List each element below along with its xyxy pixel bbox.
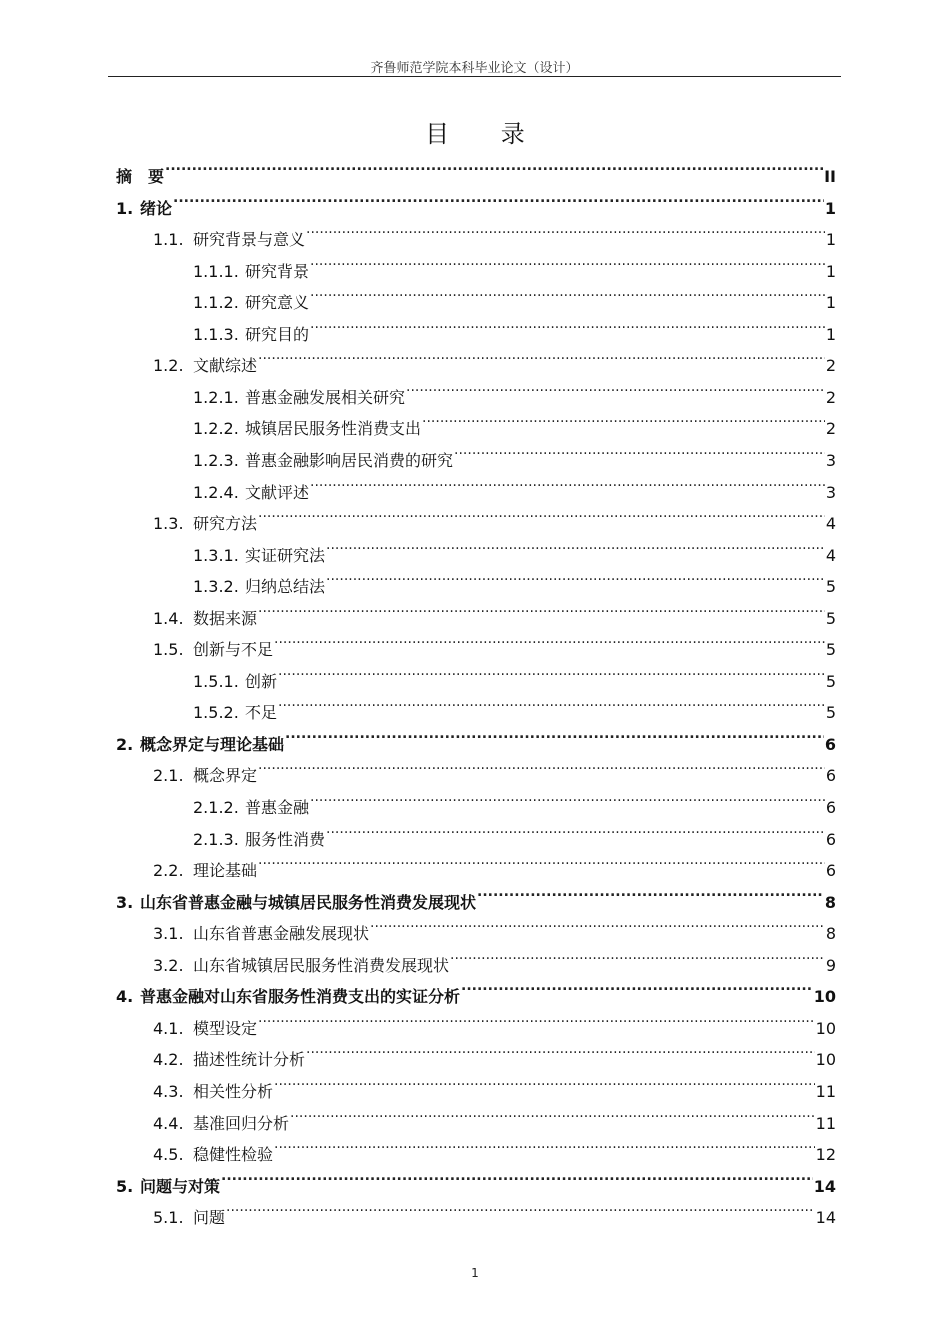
toc-entry[interactable] [153,213,836,250]
toc-entry-label: 相关性分析 [193,1081,274,1101]
toc-entry-label: 创新与不足 [193,640,274,660]
toc-entry-number: 1. [116,198,134,218]
toc-dot-leader [258,339,825,371]
toc-entry[interactable] [116,1160,836,1196]
toc-entry-page: 1 [825,261,836,281]
toc-dot-leader [226,1191,815,1223]
toc-entry-page: 8 [824,892,836,912]
toc-entry-number: 1.2.1. [193,387,239,407]
toc-entry-page: 4 [825,514,836,534]
toc-entry-label: 问题 [193,1208,226,1228]
toc-entry-number: 4. [116,987,134,1007]
toc-dot-leader [450,939,825,971]
toc-entry-label: 创新 [245,671,278,691]
toc-dot-leader [221,1160,813,1192]
toc-dot-leader [278,686,825,718]
toc-dot-leader [310,466,825,498]
toc-entry-label: 城镇居民服务性消费支出 [245,419,422,439]
toc-entry[interactable] [193,308,836,344]
running-header: 齐鲁师范学院本科毕业论文（设计） [370,61,579,76]
toc-dot-leader [310,245,825,277]
toc-entry-number: 1.4. [153,608,184,628]
toc-entry[interactable] [116,876,836,912]
toc-dot-leader [258,592,825,624]
toc-dot-leader [274,1128,815,1160]
toc-entry-page: 2 [825,419,836,439]
toc-entry[interactable] [116,970,836,1007]
toc-entry-number: 5. [116,1176,134,1196]
toc-entry[interactable] [193,655,836,691]
toc-entry-page: 5 [825,703,836,723]
toc-entry-label: 服务性消费 [245,829,326,849]
toc-dot-leader [290,1097,815,1129]
toc-dot-leader [306,213,825,245]
toc-entry[interactable] [153,592,836,628]
toc-entry-page: 2 [825,356,836,376]
toc-entry-page: 6 [825,766,836,786]
toc-entry-page: 12 [815,1145,836,1165]
toc-dot-leader [310,781,825,813]
toc-entry-label: 概念界定 [193,766,258,786]
toc-entry-label: 问题与对策 [140,1176,221,1196]
toc-entry-label: 稳健性检验 [193,1145,274,1165]
toc-entry-number: 1.5.2. [193,703,239,723]
toc-entry-page: 5 [825,608,836,628]
toc-entry[interactable] [153,1065,836,1101]
toc-entry-number: 2.1. [153,766,184,786]
toc-entry[interactable] [193,434,836,470]
toc-entry-page: 6 [824,734,836,754]
toc-dot-leader [258,497,825,529]
toc-entry-page: 1 [824,198,836,218]
toc-entry-number: 5.1. [153,1208,184,1228]
toc-entry-number: 4.1. [153,1018,184,1038]
page-number: 1 [471,1266,479,1280]
toc-entry[interactable] [153,497,836,534]
toc-entry-number: 1.5. [153,640,184,660]
toc-dot-leader [285,718,824,750]
toc-entry-page: 5 [825,671,836,691]
toc-entry[interactable] [193,466,836,502]
page-title: 目 录 [425,120,547,148]
toc-entry-number: 4.2. [153,1050,184,1070]
toc-entry-page: 14 [815,1208,836,1228]
toc-entry-number: 1.2.2. [193,419,239,439]
header-rule [108,76,841,77]
toc-entry-number: 4.5. [153,1145,184,1165]
toc-entry-page: 4 [825,545,836,565]
toc-entry[interactable] [153,1002,836,1038]
toc-entry-page: 10 [815,1018,836,1038]
toc-entry-number: 1.1. [153,230,184,250]
toc-dot-leader [310,276,825,308]
toc-entry-page: 10 [815,1050,836,1070]
toc-entry[interactable] [193,813,836,849]
toc-entry-page: 2 [825,387,836,407]
toc-dot-leader [258,749,825,781]
toc-entry-number: 1.1.3. [193,324,239,344]
toc-entry[interactable] [193,245,836,281]
toc-entry-label: 山东省普惠金融与城镇居民服务性消费发展现状 [140,892,477,912]
toc-entry[interactable] [153,339,836,376]
toc-entry-number: 1.1.2. [193,293,239,313]
toc-entry-number: 2.1.3. [193,829,239,849]
toc-dot-leader [258,844,825,876]
toc-entry-label: 研究目的 [245,324,310,344]
toc-entry-page: 10 [813,987,836,1007]
toc-dot-leader [406,371,825,403]
toc-dot-leader [165,150,823,182]
toc-entry-label: 概念界定与理论基础 [140,734,285,754]
toc-entry[interactable] [153,1128,836,1165]
toc-dot-leader [326,529,825,561]
toc-entry[interactable] [153,907,836,944]
toc-entry-label: 理论基础 [193,861,258,881]
toc-dot-leader [274,1065,815,1097]
toc-entry-page: 1 [825,230,836,250]
toc-entry[interactable] [116,150,836,186]
toc-entry-label: 数据来源 [193,608,258,628]
toc-dot-leader [326,560,825,592]
toc-entry-number: 2.1.2. [193,798,239,817]
toc-entry-label: 摘 要 [116,167,165,186]
toc-dot-leader [461,970,813,1002]
toc-entry-number: 3.2. [153,955,184,975]
toc-entry-label: 实证研究法 [245,545,326,565]
toc-entry-page: 6 [825,798,836,817]
toc-entry-number: 2. [116,734,134,754]
toc-entry-label: 普惠金融影响居民消费的研究 [245,450,454,470]
toc-entry-page: 1 [825,324,836,344]
toc-entry-label: 描述性统计分析 [193,1050,306,1070]
toc-entry-label: 归纳总结法 [245,577,326,597]
toc-entry-label: 文献评述 [245,482,310,502]
toc-entry-number: 3.1. [153,924,184,944]
toc-entry-number: 1.2.4. [193,482,239,502]
toc-entry[interactable] [153,1033,836,1070]
toc-entry[interactable] [153,939,836,975]
toc-dot-leader [326,813,825,845]
toc-entry[interactable] [193,529,836,565]
toc-dot-leader [306,1033,815,1065]
toc-dot-leader [274,623,825,655]
toc-entry-number: 1.2.3. [193,450,239,470]
toc-entry-page: 5 [825,577,836,597]
toc-entry-page: 6 [825,829,836,849]
toc-entry-label: 基准回归分析 [193,1113,290,1133]
toc-entry-page: 8 [825,924,836,944]
toc-entry-label: 普惠金融 [245,798,310,817]
toc-entry[interactable] [193,560,836,597]
toc-entry-page: 14 [813,1176,836,1196]
toc-entry-label: 山东省城镇居民服务性消费发展现状 [193,955,450,975]
toc-entry-page: 3 [825,450,836,470]
toc-entry[interactable] [153,749,836,786]
toc-entry-page: 11 [815,1113,836,1133]
toc-entry[interactable] [116,182,836,218]
toc-entry[interactable] [193,781,836,817]
toc-entry-label: 不足 [245,703,278,723]
toc-entry[interactable] [193,686,836,723]
toc-dot-leader [258,1002,815,1034]
toc-entry-page: 6 [825,861,836,881]
toc-dot-leader [454,434,825,466]
toc-dot-leader [173,182,824,214]
toc-entry-label: 研究背景与意义 [193,230,306,250]
toc-entry-page: 3 [825,482,836,502]
toc-entry[interactable] [153,1191,836,1228]
toc-entry-number: 2.2. [153,861,184,881]
toc-entry-number: 3. [116,892,134,912]
toc-entry[interactable] [153,623,836,660]
toc-entry[interactable] [193,371,836,407]
toc-entry-number: 4.4. [153,1113,184,1133]
toc-entry[interactable] [193,402,836,439]
toc-entry-label: 研究背景 [245,261,310,281]
toc-dot-leader [278,655,825,687]
toc-entry-label: 普惠金融对山东省服务性消费支出的实证分析 [140,987,461,1007]
toc-entry[interactable] [116,718,836,754]
toc-entry-label: 研究方法 [193,514,258,534]
toc-entry-label: 研究意义 [245,293,310,313]
toc-entry-page: II [824,167,836,186]
toc-entry-number: 1.3.2. [193,577,239,597]
toc-entry-label: 模型设定 [193,1018,258,1038]
toc-dot-leader [370,907,825,939]
toc-entry-number: 1.3. [153,514,184,534]
toc-entry[interactable] [193,276,836,313]
toc-dot-leader [477,876,824,908]
toc-entry-label: 普惠金融发展相关研究 [245,387,406,407]
toc-entry-number: 1.2. [153,356,184,376]
toc-entry-label: 绪论 [140,198,173,218]
toc-entry[interactable] [153,1097,836,1133]
toc-entry-page: 1 [825,293,836,313]
toc-entry-number: 1.5.1. [193,671,239,691]
toc-entry-page: 11 [815,1081,836,1101]
toc-entry-page: 9 [825,955,836,975]
toc-dot-leader [422,402,825,434]
toc-entry-number: 4.3. [153,1081,184,1101]
toc-dot-leader [310,308,825,340]
toc-entry-number: 1.1.1. [193,261,239,281]
toc-entry-label: 山东省普惠金融发展现状 [193,924,370,944]
toc-entry-number: 1.3.1. [193,545,239,565]
toc-entry[interactable] [153,844,836,881]
toc-entry-label: 文献综述 [193,356,258,376]
toc-entry-page: 5 [825,640,836,660]
